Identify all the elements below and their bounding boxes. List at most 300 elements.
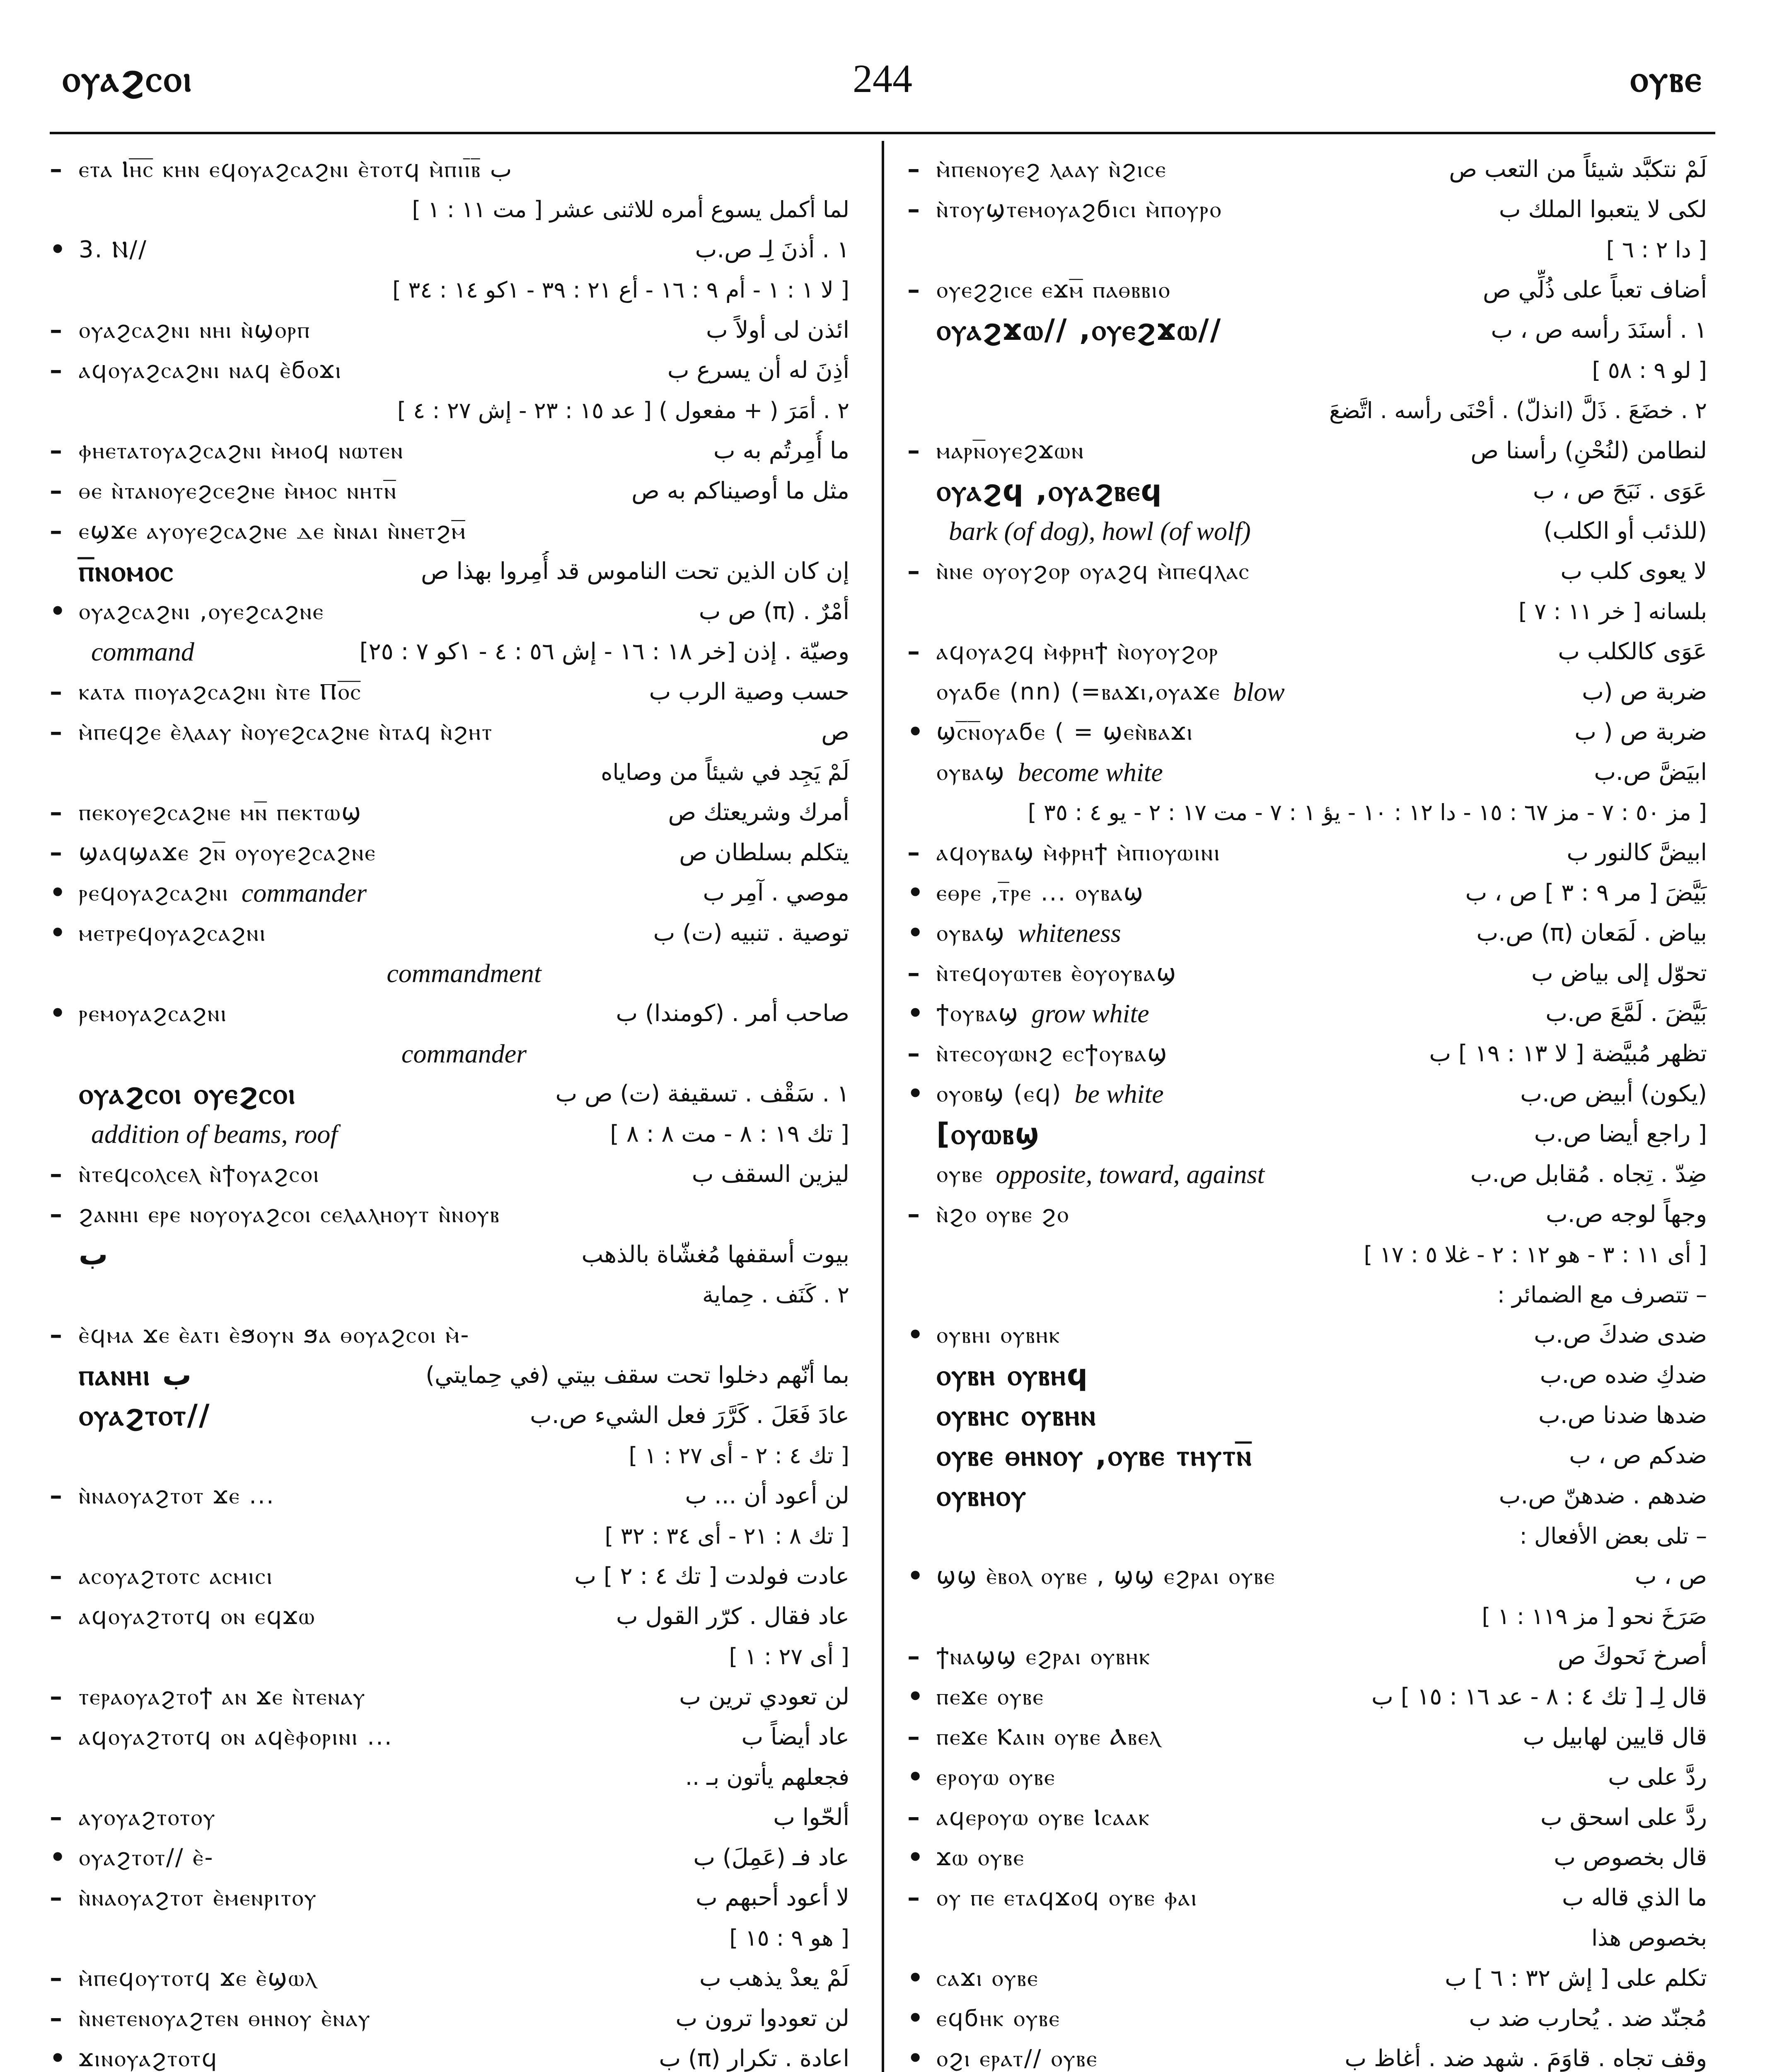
coptic-text: ⲕⲁⲧⲁ ⲡⲓⲟⲩⲁϩⲥⲁϩⲛⲓ ⲛ̀ⲧⲉ Ⲡⲟ̅ⲥ̅ [79,678,362,705]
coptic-text: ⲡⲁⲛⲏⲓ ب [79,1358,192,1392]
entry-marker: – [50,798,62,827]
dictionary-line [907,1074,1707,1114]
entry-marker: – [907,155,920,184]
dictionary-line [907,1114,1707,1154]
arabic-text: ضربة ص ( ب [1574,719,1707,746]
arabic-text: ما الذي قاله ب [1562,1884,1707,1911]
dictionary-line [50,1074,849,1114]
coptic-text: ⲟⲩⲁϩϫⲱ// ,ⲟⲩⲉϩϫⲱ// [936,313,1222,347]
arabic-text: ضِدّ . تِجاه . مُقابل ص.ب [1470,1161,1707,1188]
entry-marker: • [50,597,66,626]
dictionary-line [50,1797,849,1837]
left-column [50,149,849,2072]
english-gloss: grow white [1031,999,1149,1028]
coptic-text: ⲟⲩⲃⲁϣ [936,759,1006,786]
dictionary-line [907,1677,1707,1717]
dictionary-line [50,431,849,471]
entry-marker: – [50,1883,62,1912]
dictionary-line [907,792,1707,833]
arabic-text: لن تعودوا ترون ب [675,2005,849,2032]
entry-marker: • [907,878,924,907]
coptic-text: ب [79,1237,108,1271]
arabic-text: فجعلهم يأتون بـ .. [685,1764,849,1790]
entry-marker: – [50,1602,62,1631]
dictionary-line [50,1998,849,2038]
coptic-text: ⲟⲩⲁϩⲧⲟⲧ// ⲉ̀- [79,1844,214,1871]
arabic-text: ما أُمِرتُم به ب [713,437,849,464]
entry-marker: • [907,2004,924,2033]
entry-marker: – [50,1561,62,1590]
arabic-text: ١ . أذنَ لِـ ص.ب [695,236,849,263]
dictionary-line [50,1878,849,1918]
dictionary-line [907,149,1707,189]
entry-marker: – [50,677,62,706]
coptic-text: ⲙⲁⲣⲛ̅ⲟⲩⲉϩϫⲱⲛ [936,437,1085,464]
coptic-text: ⲛ̀ϩⲟ ⲟⲩⲃⲉ ϩⲟ [936,1201,1070,1228]
dictionary-line [50,913,849,953]
dictionary-line [50,149,849,189]
arabic-text: ردَّ على ب [1608,1764,1707,1791]
coptic-text: ⲙⲉⲧⲣⲉϥⲟⲩⲁϩⲥⲁϩⲛⲓ [79,920,267,946]
entry-marker: • [907,1963,924,1992]
arabic-text: أصرخ نَحوكَ ص [1557,1643,1707,1670]
entry-marker: – [50,1803,62,1832]
dictionary-line [50,1837,849,1878]
entry-marker: – [907,1039,920,1068]
entry-marker: – [50,356,62,385]
dictionary-line [50,310,849,350]
entry-marker: – [50,1481,62,1510]
dictionary-line [50,189,849,230]
dictionary-line [907,1476,1707,1516]
arabic-text: ضدهم . ضدهنّ ص.ب [1499,1482,1707,1509]
arabic-text: [ أى ١١ : ٣ - هو ١٢ : ٢ - غلا ٥ : ١٧ ] [1364,1242,1707,1268]
coptic-text: ⲟⲩⲃⲉ ⲑⲏⲛⲟⲩ ,ⲟⲩⲃⲉ ⲧⲏⲩⲧⲛ̅ [936,1438,1253,1472]
dictionary-line [907,310,1707,350]
arabic-text: [ تك ٨ : ٢١ - أى ٣٤ : ٣٢ ] [604,1523,849,1549]
page-number: 244 [853,56,912,101]
arabic-text: ابيضَّ كالنور ب [1567,839,1707,866]
coptic-text: ϯⲟⲩⲃⲁϣ [936,1000,1019,1027]
dictionary-line [50,873,849,913]
coptic-text: ⲙ̀ⲡⲉⲛⲟⲩⲉϩ ⲗⲁⲁⲩ ⲛ̀ϩⲓⲥⲉ [936,156,1167,183]
dictionary-line [907,752,1707,792]
coptic-text: ⲑⲉ ⲛ̀ⲧⲁⲛⲟⲩⲉϩⲥⲉϩⲛⲉ ⲙ̀ⲙⲟⲥ ⲛⲏⲧⲛ̅ [79,477,397,504]
arabic-text: ائذن لى أولاً ب [706,317,849,344]
arabic-text: ٢ . خضَعَ . ذَلَّ (انذلّ) . أحْنَى رأسه . اتَّضعَ [1329,397,1707,424]
dictionary-line [50,672,849,712]
arabic-text: – تتصرف مع الضمائر : [1497,1282,1707,1308]
coptic-text: ⲁⲥⲟⲩⲁϩⲧⲟⲧⲥ ⲁⲥⲙⲓⲥⲓ [79,1563,273,1590]
arabic-text: ألحّوا ب [773,1804,849,1831]
arabic-text: مُجنّد ضد . يُحارب ضد ب [1469,2005,1707,2032]
arabic-text: لن أعود أن ... ب [685,1482,849,1509]
dictionary-line [907,1757,1707,1797]
coptic-text: ⲟⲩ ⲡⲉ ⲉⲧⲁϥϫⲟϥ ⲟⲩⲃⲉ ⲫⲁⲓ [936,1884,1198,1911]
coptic-text: [ⲟⲩⲱⲃϣ [936,1117,1041,1151]
dictionary-line [50,551,849,591]
coptic-text: ⲟⲩⲁϩⲥⲁϩⲛⲓ ,ⲟⲩⲉϩⲥⲁϩⲛⲉ [79,598,324,625]
entry-marker: • [50,2044,66,2072]
coptic-text: ⲟⲩⲉϩϩⲓⲥⲉ ⲉϫⲙ̅ ⲡⲁⲑⲃⲃⲓⲟ [936,276,1171,303]
arabic-text: وقف تجاه . قاوَمَ . شهد ضد . أغاظ ب [1344,2045,1707,2072]
arabic-text: ٢ . أمَرَ ( + مفعول ) [ عد ١٥ : ٢٣ - إش ٢٧ : ٤ ] [397,397,849,424]
entry-marker: – [50,2004,62,2033]
english-gloss: commander [241,878,367,908]
arabic-text: لَمْ يعدْ يذهب ب [699,1965,849,1992]
entry-marker: – [907,1803,920,1832]
arabic-text: لنطامن (لنُحْنِ) رأسنا ص [1470,437,1707,464]
dictionary-line [907,1837,1707,1878]
dictionary-line [50,1596,849,1636]
coptic-text: ⲛ̀ⲧⲉϥⲟⲩⲱⲧⲉⲃ ⲉ̀ⲟⲩⲟⲩⲃⲁϣ [936,960,1177,987]
entry-marker: – [907,1200,920,1229]
dictionary-line [907,1516,1707,1556]
dictionary-line [907,1034,1707,1074]
coptic-text: ⲁϥⲟⲩⲁϩⲥⲁϩⲛⲓ ⲛⲁϥ ⲉ̀ϭⲟϫⲓ [79,357,342,384]
right-column [907,149,1707,2072]
dictionary-line [50,1556,849,1596]
dictionary-line [907,1958,1707,1998]
entry-marker: – [907,195,920,224]
entry-marker: – [907,275,920,304]
dictionary-line [50,390,849,431]
dictionary-line [50,993,849,1034]
dictionary-line [907,833,1707,873]
english-gloss: addition of beams, roof [91,1119,338,1149]
coptic-text: ϣⲁϥϣⲁϫⲉ ϩⲛ̅ ⲟⲩⲟⲩⲉϩⲥⲁϩⲛⲉ [79,839,377,866]
entry-marker: – [50,155,62,184]
coptic-text: ⲟⲩⲁϩⲥⲟⲓ ⲟⲩⲉϩⲥⲟⲓ [79,1077,297,1111]
dictionary-line [50,1275,849,1315]
arabic-text: بياض . لَمَعان (π) ص.ب [1476,920,1707,946]
dictionary-line [50,1958,849,1998]
coptic-text: ⲡⲉⲕⲟⲩⲉϩⲥⲁϩⲛⲉ ⲙⲛ̅ ⲡⲉⲕⲧⲱϣ [79,799,362,826]
arabic-text: – تلى بعض الأفعال : [1519,1523,1707,1549]
arabic-text: لَمْ نتكبَّد شيئاً من التعب ص [1449,156,1707,183]
english-gloss: be white [1074,1079,1164,1109]
entry-marker: – [50,1682,62,1711]
coptic-text: ⲁϥⲟⲩⲁϩϥ ⲙ̀ⲫⲣⲏϯ ⲛ̀ⲟⲩⲟⲩϩⲟⲣ [936,638,1219,665]
arabic-text: عَوَى كالكلب ب [1558,638,1707,665]
arabic-text: وصيّة . إذن [خر ١٨ : ١٦ - إش ٥٦ : ٤ - ١كو ٧ : ٢٥] [359,638,849,665]
dictionary-line [50,1717,849,1757]
dictionary-line [50,471,849,511]
coptic-text: ⲛ̀ⲛⲉⲧⲉⲛⲟⲩⲁϩⲧⲉⲛ ⲑⲏⲛⲟⲩ ⲉ̀ⲛⲁⲩ [79,2005,371,2032]
dictionary-line [50,953,849,993]
coptic-text: ⲟⲩⲟⲃϣ (ⲉϥ) [936,1080,1062,1107]
arabic-text: ضدكِ ضده ص.ب [1540,1362,1707,1389]
dictionary-line [50,230,849,270]
dictionary-line [50,1154,849,1194]
dictionary-line [907,2038,1707,2072]
coptic-text: ϯⲛⲁϣϣ ⲉϩⲣⲁⲓ ⲟⲩⲃⲏⲕ [936,1643,1151,1670]
coptic-text: ⲟⲩⲃⲏⲥ ⲟⲩⲃⲏⲛ [936,1398,1097,1432]
arabic-text: (للذئب أو الكلب) [1543,518,1707,545]
column-divider [882,141,884,2072]
arabic-text: توصية . تنبيه (ت) ب [653,920,849,946]
entry-marker: – [50,315,62,344]
arabic-text: لَمْ يَجِد في شيئاً من وصاياه [601,759,849,785]
dictionary-line [907,1878,1707,1918]
dictionary-line [907,993,1707,1034]
dictionary-line [907,189,1707,230]
dictionary-line [50,1034,849,1074]
arabic-text: ضدكم ص ، ب [1569,1442,1707,1469]
arabic-text: عَوَى . نَبَحَ ص ، ب [1533,477,1707,504]
dictionary-line [907,270,1707,310]
entry-marker: – [907,637,920,666]
dictionary-line [907,350,1707,390]
coptic-text: ϫⲓⲛⲟⲩⲁϩⲧⲟⲧϥ [79,2045,218,2072]
entry-marker: • [907,1320,924,1349]
coptic-text: ⲙ̀ⲡⲉϥⲟⲩⲧⲟⲧϥ ϫⲉ ⲉ̀ϣⲱⲗ [79,1965,317,1992]
coptic-text: ⲡⲉϫⲉ Ⲕⲁⲓⲛ ⲟⲩⲃⲉ Ⲁⲃⲉⲗ [936,1723,1162,1750]
dictionary-line [907,1234,1707,1275]
coptic-text: ⲉⲣⲟⲩⲱ ⲟⲩⲃⲉ [936,1764,1056,1791]
arabic-text: تحوّل إلى بياض ب [1531,960,1707,987]
english-gloss: commander [401,1039,527,1068]
arabic-text: بَيَّضَ . لَمَّعَ ص.ب [1545,1000,1707,1027]
coptic-text: ⲟⲩⲃⲁϣ [936,920,1006,946]
entry-marker: – [907,1642,920,1671]
dictionary-line [907,1596,1707,1636]
arabic-text: بخصوص هذا [1591,1925,1707,1951]
arabic-text: [ مز ٥٠ : ٧ - مز ٦٧ : ١٥ - دا ١٢ : ١٠ - يؤ ١ : ٧ - مت ١٧ : ٢ - يو ٤ : ٣٥ ] [1028,799,1707,825]
coptic-text: ⲫⲏⲉⲧⲁⲧⲟⲩⲁϩⲥⲁϩⲛⲓ ⲙ̀ⲙⲟϥ ⲛⲱⲧⲉⲛ [79,437,404,464]
arabic-text: تظهر مُبيَّضة [ لا ١٣ : ١٩ ] ب [1429,1040,1707,1067]
dictionary-line [50,1757,849,1797]
arabic-text: صَرَخَ نحو [ مز ١١٩ : ١ ] [1482,1603,1707,1629]
entry-marker: – [50,717,62,746]
arabic-text: ضدى ضدكَ ص.ب [1534,1322,1707,1348]
coptic-text: ⲧⲉⲣⲁⲟⲩⲁϩⲧⲟϯ ⲁⲛ ϫⲉ ⲛ̀ⲧⲉⲛⲁⲩ [79,1683,366,1710]
coptic-text: ⲁϥⲉⲣⲟⲩⲱ ⲟⲩⲃⲉ Ⲓⲥⲁⲁⲕ [936,1804,1151,1831]
arabic-text: لا أعود أحبهم ب [695,1884,849,1911]
dictionary-line [907,1315,1707,1355]
entry-marker: – [50,476,62,505]
entry-marker: • [907,1682,924,1711]
coptic-text: ⲟⲩⲃⲉ [936,1161,984,1188]
arabic-text: قال لِـ [ تك ٤ : ٨ - عد ١٦ : ١٥ ] ب [1371,1683,1707,1710]
arabic-text: بلسانه [ خر ١١ : ٧ ] [1518,598,1707,625]
english-gloss: opposite, toward, against [996,1159,1265,1189]
arabic-text: حسب وصية الرب ب [649,678,849,705]
entry-marker: – [50,1320,62,1349]
running-head-right: ⲟⲩⲃⲉ [1630,57,1703,100]
arabic-text: ص ، ب [1634,1563,1707,1590]
arabic-text: قال بخصوص ب [1554,1844,1707,1871]
arabic-text: أضاف تعباً على ذُلِّي ص [1483,276,1707,303]
dictionary-line [907,1797,1707,1837]
coptic-text: ⲟⲩⲃⲏⲟⲩ [936,1479,1028,1513]
entry-marker: – [907,436,920,465]
arabic-text: صاحب أمر . (كومندا) ب [616,1000,849,1027]
dictionary-line [907,551,1707,591]
english-gloss: command [91,637,194,666]
dictionary-line [907,431,1707,471]
entry-marker: • [907,1079,924,1108]
arabic-text: [ راجع أيضا ص.ب [1534,1121,1707,1147]
coptic-text: ϫⲱ ⲟⲩⲃⲉ [936,1844,1025,1871]
coptic-text: ⲙ̀ⲡⲉϥϩⲉ ⲉ̀ⲗⲁⲁⲩ ⲛ̀ⲟⲩⲉϩⲥⲁϩⲛⲉ ⲛ̀ⲧⲁϥ ⲛ̀ϩⲏⲧ [79,719,493,746]
coptic-text: ϣⲥ̅ⲛ̅ⲟⲩⲁϭⲉ ( = ϣⲉⲛ̀ⲃⲁϫⲓ [936,719,1194,746]
dictionary-line [50,511,849,551]
dictionary-line [50,350,849,390]
dictionary-line [907,591,1707,632]
coptic-text: ⲟⲩⲃⲏⲓ ⲟⲩⲃⲏⲕ [936,1322,1061,1348]
arabic-text: إن كان الذين تحت الناموس قد أُمِروا بهذا ص [421,558,849,585]
coptic-text: ⲉϥϭⲏⲕ ⲟⲩⲃⲉ [936,2005,1061,2032]
entry-marker: – [907,838,920,867]
arabic-text: بما أنّهم دخلوا تحت سقف بيتي (في حِمايتي) [426,1362,849,1389]
dictionary-line [907,230,1707,270]
coptic-text: ⲣⲉⲙⲟⲩⲁϩⲥⲁϩⲛⲓ [79,1000,227,1027]
english-gloss: blow [1233,677,1285,707]
dictionary-line [50,1194,849,1234]
coptic-text: ⲉⲑⲣⲉ ,ⲧ̅ⲣⲉ ... ⲟⲩⲃⲁϣ [936,879,1144,906]
arabic-text: ضدها ضدنا ص.ب [1538,1402,1707,1429]
dictionary-line [907,1636,1707,1677]
arabic-text: أمْرٌ . (π) ص ب [699,598,849,625]
dictionary-line [50,1234,849,1275]
arabic-text: عاد فقال . كرّر القول ب [616,1603,849,1630]
entry-marker: – [50,1963,62,1992]
entry-marker: – [50,516,62,545]
arabic-text: [ لا ١ : ١ - أم ٩ : ١٦ - أع ٢١ : ٣٩ - ١كو ١٤ : ٣٤ ] [392,277,849,303]
dictionary-line [907,1395,1707,1435]
coptic-text: 3. Ⲛ// [79,236,148,263]
coptic-text: ⲟⲩⲁϩⲧⲟⲧ// [79,1398,211,1432]
entry-marker: – [907,557,920,586]
dictionary-line [907,1998,1707,2038]
arabic-text: [ تك ١٩ : ٨ - مت ٨ : ٨ ] [610,1121,849,1147]
arabic-text: بَيَّضَ [ مر ٩ : ٣ ] ص ، ب [1465,879,1707,906]
coptic-text: ⲁϥⲟⲩⲃⲁϣ ⲙ̀ⲫⲣⲏϯ ⲙ̀ⲡⲓⲟⲩⲱⲓⲛⲓ [936,839,1221,866]
arabic-text: يتكلم بسلطان ص [679,839,849,866]
entry-marker: • [50,878,66,907]
dictionary-line [50,1636,849,1677]
arabic-text: عاد أيضاً ب [741,1723,849,1750]
arabic-text: (يكون) أبيض ص.ب [1520,1080,1707,1107]
entry-marker: – [907,959,920,988]
dictionary-line [50,270,849,310]
arabic-text: اعادة . تكرار (π) ب [659,2045,849,2072]
arabic-text: ٢ . كَنَف . حِماية [702,1282,849,1308]
arabic-text: [ تك ٤ : ٢ - أى ٢٧ : ١ ] [629,1443,849,1469]
running-head-left: ⲟⲩⲁϩⲥⲟⲓ [62,57,193,100]
entry-marker: • [907,1762,924,1791]
dictionary-line [907,1194,1707,1234]
arabic-text: وجهاً لوجه ص.ب [1546,1201,1707,1228]
entry-marker: • [907,1561,924,1590]
dictionary-line [907,1355,1707,1395]
coptic-text: ⲉϣϫⲉ ⲁⲩⲟⲩⲉϩⲥⲁϩⲛⲉ ⲇⲉ ⲛ̀ⲛⲁⲓ ⲛ̀ⲛⲉⲧϩⲙ̅ [79,518,467,545]
dictionary-line [907,511,1707,551]
dictionary-line [907,873,1707,913]
coptic-text: ϣϣ ⲉ̀ⲃⲟⲗ ⲟⲩⲃⲉ , ϣϣ ⲉϩⲣⲁⲓ ⲟⲩⲃⲉ [936,1563,1276,1590]
dictionary-line [50,1516,849,1556]
arabic-text: ضربة ص (ب [1582,678,1707,705]
arabic-text: [ لو ٩ : ٥٨ ] [1592,357,1707,383]
coptic-text: ⲁϥⲟⲩⲁϩⲧⲟⲧϥ ⲟⲛ ⲁϥⲉ̀ⲫⲟⲣⲓⲛⲓ ... [79,1723,393,1750]
header-rule [50,132,1715,134]
entry-marker: – [50,1159,62,1188]
coptic-text: ⲛ̀ⲛⲁⲟⲩⲁϩⲧⲟⲧ ϫⲉ ... [79,1482,275,1509]
entry-marker: – [50,436,62,465]
dictionary-line [50,1476,849,1516]
entry-marker: – [907,1883,920,1912]
coptic-text: ⲁⲩⲟⲩⲁϩⲧⲟⲧⲟⲩ [79,1804,216,1831]
arabic-text: أذِنَ له أن يسرع ب [667,357,849,384]
arabic-text: لا يعوى كلب ب [1560,558,1707,585]
dictionary-line [50,2038,849,2072]
coptic-text: ϩⲁⲛⲏⲓ ⲉⲣⲉ ⲛⲟⲩⲟⲩⲁϩⲥⲟⲓ ⲥⲉⲗⲁⲗⲏⲟⲩⲧ ⲛ̀ⲛⲟⲩⲃ [79,1201,500,1228]
coptic-text: ⲟⲩⲁϩϥ ,ⲟⲩⲁϩⲃⲉϥ [936,474,1163,508]
coptic-text: ⲣⲉϥⲟⲩⲁϩⲥⲁϩⲛⲓ [79,879,229,906]
dictionary-line [50,792,849,833]
arabic-text: تكلم على [ إش ٣٢ : ٦ ] ب [1445,1965,1707,1992]
arabic-text: عادَ فَعَلَ . كَرَّرَ فعل الشيء ص.ب [530,1402,849,1429]
dictionary-line [907,712,1707,752]
coptic-text: ⲟⲩⲃⲏ ⲟⲩⲃⲏϥ [936,1358,1089,1392]
arabic-text: ليزين السقف ب [691,1161,849,1188]
dictionary-line [907,1275,1707,1315]
arabic-text: عاد فـ (عَمِلَ) ب [693,1844,849,1871]
coptic-text: ⲛ̀ⲧⲟⲩϣⲧⲉⲙⲟⲩⲁϩϭⲓⲥⲓ ⲙ̀ⲡⲟⲩⲣⲟ [936,196,1222,223]
coptic-text: ⲛ̀ⲛⲉ ⲟⲩⲟⲩϩⲟⲣ ⲟⲩⲁϩϥ ⲙ̀ⲡⲉϥⲗⲁⲥ [936,558,1250,585]
arabic-text: [ أى ٢٧ : ١ ] [729,1644,849,1670]
coptic-text: ⲁϥⲟⲩⲁϩⲧⲟⲧϥ ⲟⲛ ⲉϥϫⲱ [79,1603,316,1630]
dictionary-line [50,833,849,873]
english-gloss: become white [1018,758,1163,787]
dictionary-line [50,591,849,632]
dictionary-line [50,1114,849,1154]
coptic-text: ⲉⲧⲁ Ⲓⲏ̅ⲥ̅ ⲕⲏⲛ ⲉϥⲟⲩⲁϩⲥⲁϩⲛⲓ ⲉ̀ⲧⲟⲧϥ ⲙ̀ⲡⲓⲓ̅ⲃ̅ ب [79,156,512,183]
dictionary-line [50,1677,849,1717]
arabic-text: [ دا ٢ : ٦ ] [1606,237,1707,263]
dictionary-line [50,752,849,792]
arabic-text: [ هو ٩ : ١٥ ] [729,1925,849,1951]
arabic-text: لما أكمل يسوع أمره للاثنى عشر [ مت ١١ : ١ ] [412,196,849,223]
english-gloss: whiteness [1018,918,1121,948]
dictionary-line [907,913,1707,953]
dictionary-line [50,632,849,672]
arabic-text: ١ . أسنَدَ رأسه ص ، ب [1491,317,1707,344]
coptic-text: ⲡ̅ⲛⲟⲙⲟⲥ [79,554,174,588]
coptic-text: ⲛ̀ⲛⲁⲟⲩⲁϩⲧⲟⲧ ⲉ̀ⲙⲉⲛⲣⲓⲧⲟⲩ [79,1884,317,1911]
dictionary-line [50,1918,849,1958]
dictionary-line [907,390,1707,431]
arabic-text: ١ . سَقْف . تسقيفة (ت) ص ب [555,1080,849,1107]
entry-marker: • [50,918,66,947]
coptic-text: ⲛ̀ⲧⲉϥⲥⲟⲗⲥⲉⲗ ⲛ̀ϯⲟⲩⲁϩⲥⲟⲓ [79,1161,320,1188]
entry-marker: • [50,1843,66,1872]
entry-marker: • [907,918,924,947]
entry-marker: • [907,717,924,746]
dictionary-line [50,1395,849,1435]
coptic-text: ⲛ̀ⲧⲉⲥⲟⲩⲱⲛϩ ⲉⲥϯⲟⲩⲃⲁϣ [936,1040,1168,1067]
dictionary-line [907,632,1707,672]
arabic-text: ابيَضَّ ص.ب [1594,759,1707,786]
entry-marker: • [907,1843,924,1872]
entry-marker: – [907,1722,920,1751]
dictionary-line [50,1435,849,1476]
arabic-text: ص [821,719,849,746]
dictionary-line [50,712,849,752]
entry-marker: • [907,2044,924,2072]
dictionary-line [907,1717,1707,1757]
